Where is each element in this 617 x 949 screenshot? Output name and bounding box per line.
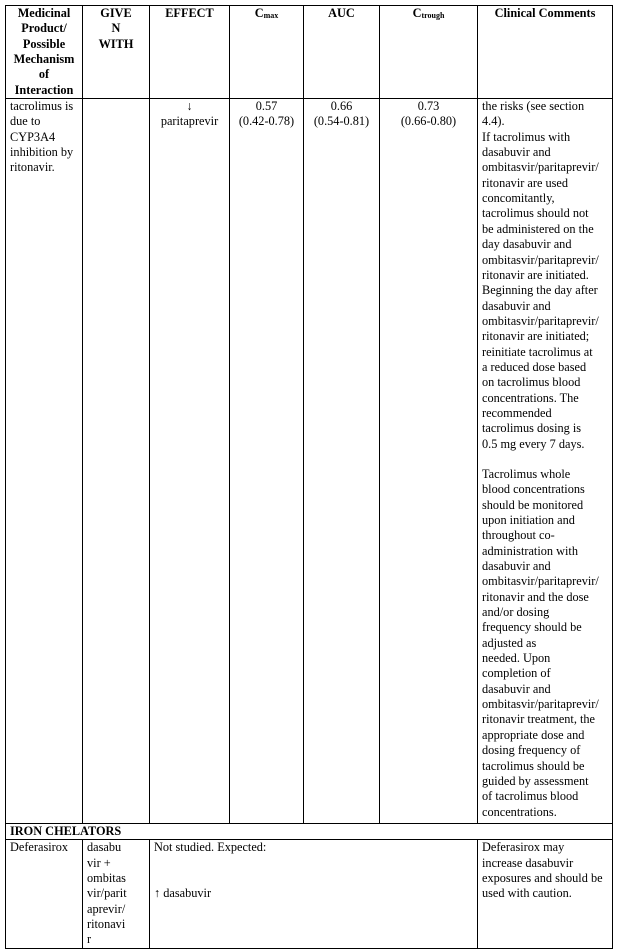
comment-line: concentrations. bbox=[482, 804, 557, 819]
comment-line: If tacrolimus with bbox=[482, 129, 571, 144]
header-clinical-comments: Clinical Comments bbox=[478, 6, 613, 99]
comment-line: be administered on the bbox=[482, 221, 594, 236]
deferasirox-row bbox=[6, 840, 613, 948]
tacrolimus-comments-p1 bbox=[482, 99, 608, 452]
comment-line: dasabuvir and bbox=[482, 681, 551, 696]
comment-line: day dasabuvir and bbox=[482, 237, 572, 252]
comment-line: adjusted as bbox=[482, 635, 537, 650]
tacrolimus-mechanism: tacrolimus is due to CYP3A4 inhibition by ritonavir. bbox=[6, 99, 83, 824]
comment-line: ombitasvir/paritaprevir/ bbox=[482, 697, 599, 712]
comment-line: tacrolimus should be bbox=[482, 758, 585, 773]
comment-line: recommended bbox=[482, 405, 552, 420]
tacrolimus-cmax: 0.57 (0.42-0.78) bbox=[230, 99, 304, 824]
down-arrow-icon: ↓ bbox=[186, 99, 193, 114]
comment-line: blood concentrations bbox=[482, 482, 585, 497]
comment-line: ombitasvir/paritaprevir/ bbox=[482, 574, 599, 589]
header-medicinal-product: Medicinal Product/ Possible Mechanism of Interaction bbox=[6, 6, 83, 99]
header-cmax: $C_{max}$ bbox=[230, 6, 304, 99]
comment-line: dasabuvir and bbox=[482, 298, 551, 313]
comment-line: should be monitored bbox=[482, 497, 584, 512]
comment-line: reinitiate tacrolimus at bbox=[482, 344, 593, 359]
comment-line: ritonavir and the dose bbox=[482, 589, 589, 604]
deferasirox-given-with: dasabu vir + ombitas vir/parit aprevir/ ritonavi r bbox=[83, 840, 150, 948]
comment-line: dosing frequency of bbox=[482, 743, 581, 758]
comment-line: completion of bbox=[482, 666, 551, 681]
comment-line: upon initiation and bbox=[482, 513, 575, 527]
comment-line: ombitasvir/paritaprevir/ bbox=[482, 313, 599, 328]
up-arrow-icon: ↑ bbox=[154, 885, 161, 900]
deferasirox-drug: Deferasirox bbox=[6, 840, 83, 948]
comment-line: tacrolimus dosing is bbox=[482, 421, 582, 436]
comment-line: frequency should be bbox=[482, 620, 582, 635]
comment-line: dasabuvir and bbox=[482, 559, 551, 574]
comment-line: tacrolimus should not bbox=[482, 206, 589, 221]
comment-line: concomitantly, bbox=[482, 191, 555, 206]
header-row bbox=[6, 6, 613, 99]
comment-line: on tacrolimus blood bbox=[482, 375, 581, 390]
comment-line: 4.4). bbox=[482, 114, 505, 129]
comment-line: administration with bbox=[482, 543, 578, 558]
comment-line: ritonavir are initiated. bbox=[482, 267, 589, 282]
comment-line: a reduced dose based bbox=[482, 359, 587, 374]
comment-line: guided by assessment bbox=[482, 773, 589, 788]
comment-line: and/or dosing bbox=[482, 605, 550, 620]
header-ctrough: $C_{trough}$ bbox=[380, 6, 478, 99]
header-auc: AUC bbox=[304, 6, 380, 99]
tacrolimus-given-with bbox=[83, 99, 150, 824]
section-iron-chelators bbox=[6, 824, 613, 840]
comment-line: throughout co- bbox=[482, 528, 555, 543]
comment-line: 0.5 mg every 7 days. bbox=[482, 436, 585, 451]
deferasirox-comments: Deferasirox may increase dasabuvir exposures and should be used with caution. bbox=[478, 840, 613, 948]
header-given-with: GIVE N WITH bbox=[83, 6, 150, 99]
comment-line: appropriate dose and bbox=[482, 727, 585, 742]
comment-line: concentrations. The bbox=[482, 390, 579, 405]
deferasirox-effect: Not studied. Expected: ↑ dasabuvir bbox=[150, 840, 478, 948]
tacrolimus-auc: 0.66 (0.54-0.81) bbox=[304, 99, 380, 824]
comment-line: ritonavir are used bbox=[482, 175, 569, 190]
header-effect: EFFECT bbox=[150, 6, 230, 99]
tacrolimus-ctrough: 0.73 (0.66-0.80) bbox=[380, 99, 478, 824]
interaction-table bbox=[5, 5, 613, 949]
comment-line: ritonavir are initiated; bbox=[482, 329, 590, 344]
tacrolimus-row bbox=[6, 99, 613, 824]
tacrolimus-effect: ↓ paritaprevir bbox=[150, 99, 230, 824]
section-title: IRON CHELATORS bbox=[6, 824, 613, 840]
tacrolimus-comments-p2 bbox=[482, 467, 608, 820]
comment-line: ritonavir treatment, the bbox=[482, 712, 596, 727]
comment-line: ombitasvir/paritaprevir/ bbox=[482, 252, 599, 267]
comment-line: ombitasvir/paritaprevir/ bbox=[482, 160, 599, 175]
tacrolimus-comments bbox=[478, 99, 613, 824]
comment-line: Beginning the day after bbox=[482, 283, 598, 298]
comment-line: the risks (see section bbox=[482, 99, 585, 114]
comment-line: needed. Upon bbox=[482, 651, 551, 666]
comment-line: dasabuvir and bbox=[482, 145, 551, 160]
comment-line: Tacrolimus whole bbox=[482, 466, 571, 481]
comment-line: of tacrolimus blood bbox=[482, 789, 579, 804]
